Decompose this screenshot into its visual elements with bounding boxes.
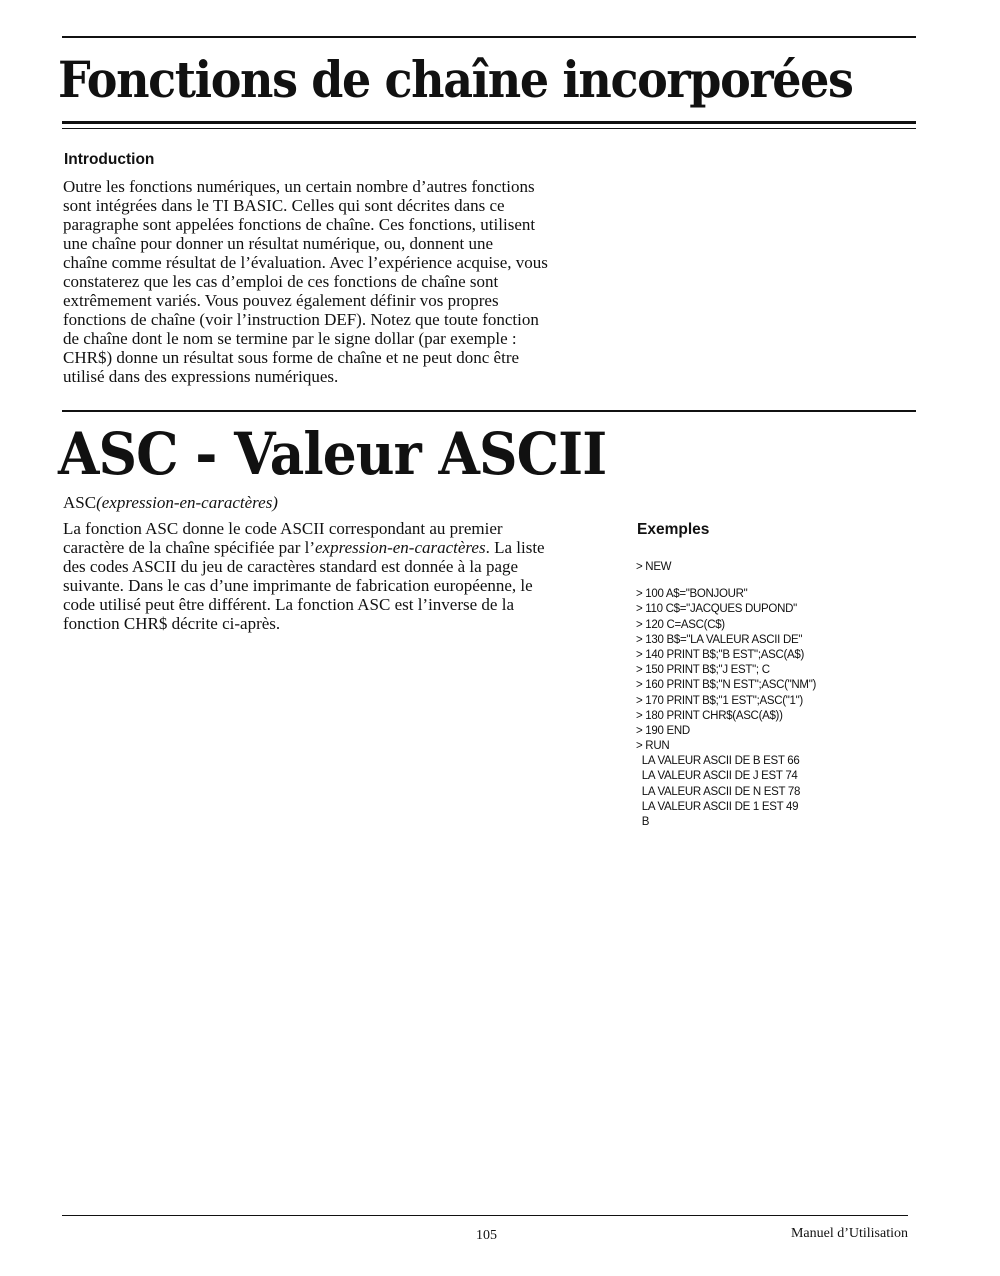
introduction-line: constaterez que les cas d’emploi de ces fonctions de chaîne sont <box>63 272 499 291</box>
code-line: LA VALEUR ASCII DE B EST 66 <box>636 755 800 768</box>
asc-text-segment: des codes ASCII du jeu de caractères standard est donnée à la page <box>63 557 519 576</box>
code-line: LA VALEUR ASCII DE 1 EST 49 <box>636 800 799 813</box>
asc-text-segment: La fonction ASC donne le code ASCII correspondant au premier <box>63 519 503 538</box>
asc-title: ASC - Valeur ASCII <box>58 420 607 488</box>
code-line: > 140 PRINT B$;"B EST";ASC(A$) <box>636 648 805 661</box>
asc-description-line <box>63 538 623 557</box>
introduction-line: une chaîne pour donner un résultat numérique, ou, donnent une <box>63 234 494 253</box>
section-rule <box>62 410 916 412</box>
introduction-line: CHR$) donne un résultat sous forme de chaîne et ne peut donc être <box>63 348 520 367</box>
introduction-line: chaîne comme résultat de l’évaluation. Avec l’expérience acquise, vous <box>63 253 548 272</box>
manual-name: Manuel d’Utilisation <box>790 1226 908 1241</box>
introduction-line: utilisé dans des expressions numériques. <box>63 367 339 386</box>
asc-description-line <box>63 576 623 595</box>
code-line: > 100 A$="BONJOUR" <box>636 588 748 601</box>
introduction-text <box>63 177 611 386</box>
asc-syntax-argument: (expression-en-caractères) <box>96 493 278 512</box>
code-line: > 160 PRINT B$;"N EST";ASC("NM") <box>636 679 817 692</box>
code-line: > 130 B$="LA VALEUR ASCII DE" <box>636 633 803 646</box>
title-rule-thick <box>62 121 916 124</box>
asc-description <box>63 519 623 633</box>
code-line: > 170 PRINT B$;"1 EST";ASC("1") <box>636 694 803 707</box>
introduction-line: sont intégrées dans le TI BASIC. Celles qui sont décrites dans ce <box>63 196 505 215</box>
code-line: > 120 C=ASC(C$) <box>636 618 725 631</box>
introduction-line: Outre les fonctions numériques, un certain nombre d’autres fonctions <box>63 177 535 196</box>
asc-description-line <box>63 595 623 614</box>
footer-rule <box>62 1215 908 1216</box>
asc-syntax <box>63 493 278 513</box>
code-line: LA VALEUR ASCII DE J EST 74 <box>636 770 798 783</box>
asc-text-segment: . La liste <box>485 538 545 557</box>
code-line: LA VALEUR ASCII DE N EST 78 <box>636 785 801 798</box>
examples-heading: Exemples <box>637 521 710 538</box>
code-line: > 150 PRINT B$;"J EST"; C <box>636 664 770 677</box>
page-title: Fonctions de chaîne incorporées <box>58 50 853 109</box>
asc-description-line <box>63 519 623 538</box>
asc-syntax-name: ASC <box>63 493 97 512</box>
code-command: > NEW <box>636 561 672 573</box>
title-rule-thin <box>62 128 916 129</box>
introduction-heading: Introduction <box>64 151 155 168</box>
code-line: B <box>636 816 650 828</box>
asc-argument-reference: expression-en-caractères <box>315 538 486 557</box>
introduction-line: extrêmement variés. Vous pouvez également définir vos propres <box>63 291 499 310</box>
code-line: > 110 C$="JACQUES DUPOND" <box>636 603 797 616</box>
code-line: > 180 PRINT CHR$(ASC(A$)) <box>636 709 783 722</box>
page-number: 105 <box>476 1228 497 1243</box>
introduction-line: de chaîne dont le nom se termine par le signe dollar (par exemple : <box>63 329 517 348</box>
code-listing <box>636 560 916 830</box>
code-line: > 190 END <box>636 724 690 737</box>
top-rule <box>62 36 916 38</box>
introduction-line: paragraphe sont appelées fonctions de chaîne. Ces fonctions, utilisent <box>63 215 536 234</box>
introduction-line: fonctions de chaîne (voir l’instruction DEF). Notez que toute fonction <box>63 310 539 329</box>
asc-text-segment: caractère de la chaîne spécifiée par l’ <box>63 538 315 557</box>
asc-text-segment: fonction CHR$ décrite ci-après. <box>63 614 281 633</box>
code-line: > RUN <box>636 740 670 753</box>
asc-description-line <box>63 614 623 633</box>
asc-text-segment: suivante. Dans le cas d’une imprimante de fabrication européenne, le <box>63 576 533 595</box>
asc-text-segment: code utilisé peut être différent. La fonction ASC est l’inverse de la <box>63 595 514 614</box>
asc-description-line <box>63 557 623 576</box>
